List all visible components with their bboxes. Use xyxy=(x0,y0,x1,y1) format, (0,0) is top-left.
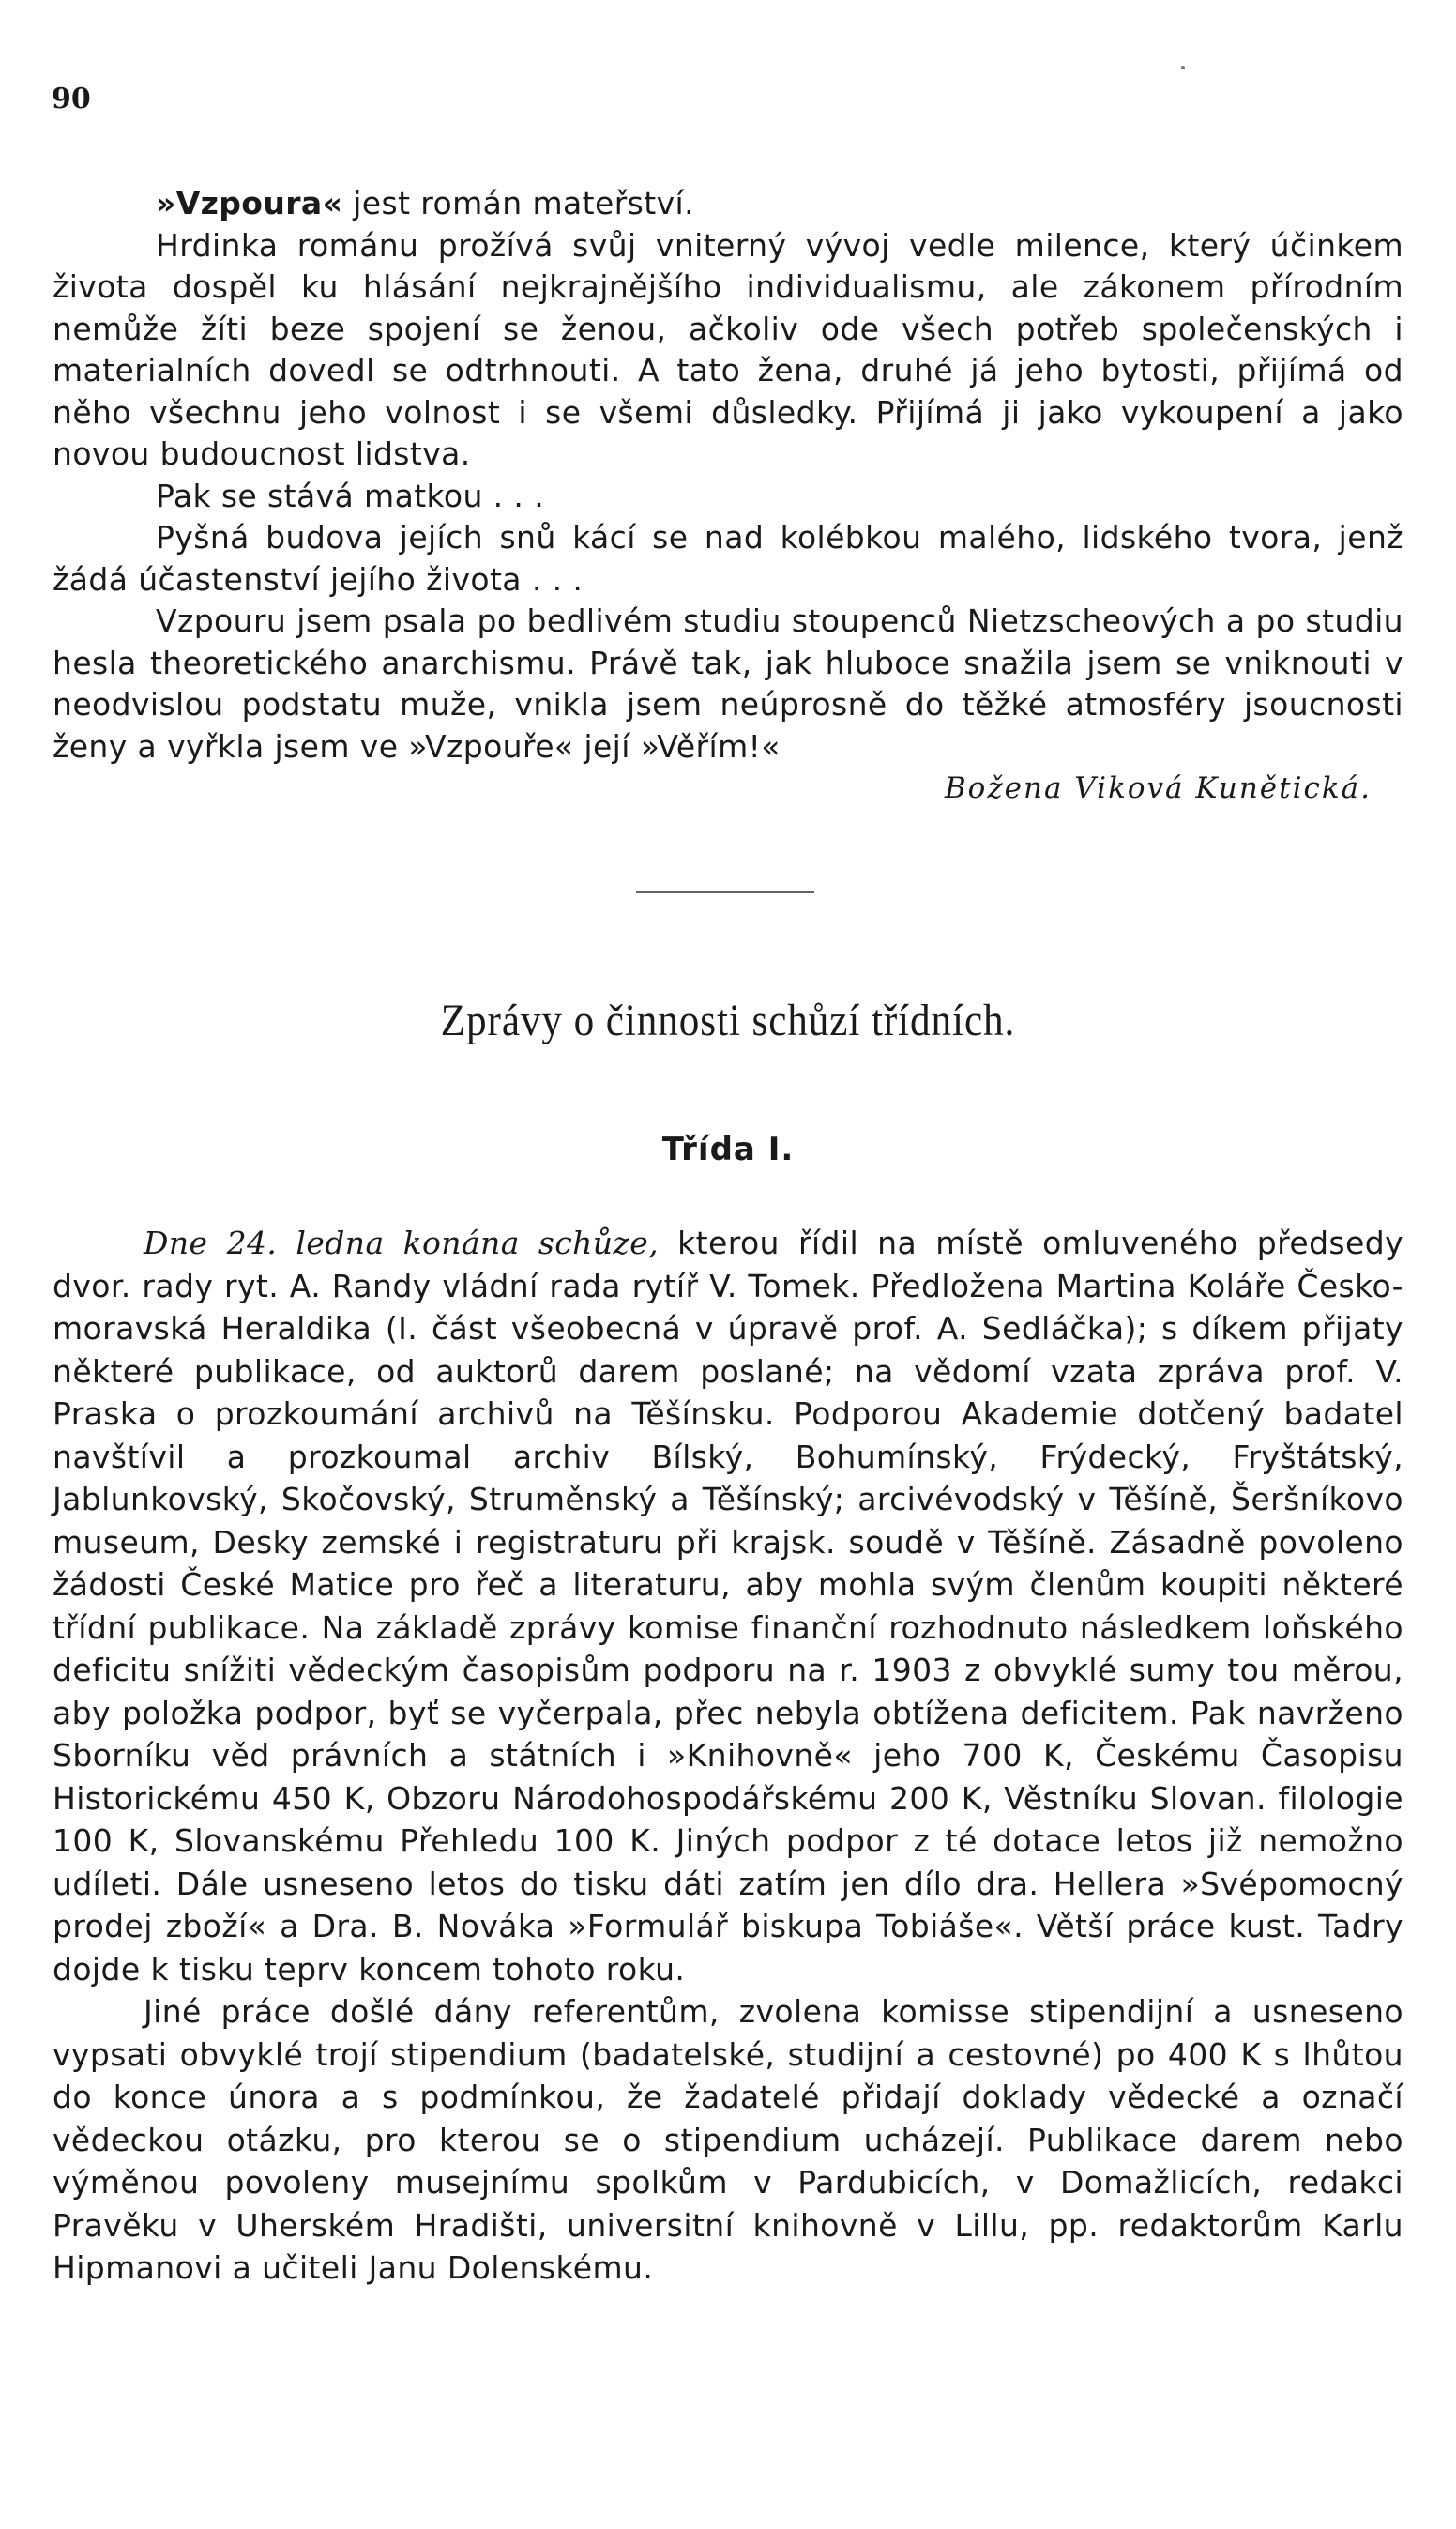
intro-paragraph-1 xyxy=(53,183,1403,225)
section-divider xyxy=(636,891,814,893)
report-text xyxy=(53,1222,1403,2290)
section-heading: Zprávy o činnosti schůzí třídních. xyxy=(440,996,1016,1045)
intro-paragraph-5: Vzpouru jsem psala po bedlivém studiu stoupenců Nietzscheových a po studiu hesla theoretického anarchismu. Právě tak, jak hluboce snažila jsem se vniknouti v neodvislou podstatu muže, vnikla jsem neúprosně do těžké atmosféry jsoucnosti ženy a vyřkla jsem ve »Vzpouře« její »Věřím!« xyxy=(53,602,1403,765)
page-number: 90 xyxy=(52,83,91,115)
class-heading: Třída I. xyxy=(661,1131,795,1168)
intro-text xyxy=(53,183,1403,768)
report-paragraph-1-rest: kterou řídil na místě omluveného předsedy dvor. rady ryt. A. Randy vládní rada rytíř V. Tomek. Předložena Martina Koláře Česko-moravská Heraldika (I. část všeobecná v úpravě prof. A. Sedláčka); s díkem přijaty některé publikace, od auktorů darem poslané; na vědomí vzata zpráva prof. V. Praska o prozkoumání archivů na Těšínsku. Podporou Akademie dotčený badatel navštívil a prozkoumal archiv Bílský, Bohumínský, Frýdecký, Fryštátský, Jablunkovský, Skočovský, Struměnský a Těšínský; arcivévodský v Těšíně, Šeršníkovo museum, Desky zemské i registraturu při krajsk. soudě v Těšíně. Zásadně povoleno žádosti České Matice pro řeč a literaturu, aby mohla svým členům koupiti některé třídní publikace. Na základě zprávy komise finanční rozhodnuto následkem loňského deficitu snížiti vědeckým časopisům podporu na r. 1903 z obvyklé sumy tou měrou, aby položka podpor, byť se vyčerpala, přec nebyla obtížena deficitem. Pak navrženo Sborníku věd právních a státních i »Knihovně« jeho 700 K, Českému Časopisu Historickému 450 K, Obzoru Národohospodářskému 200 K, Věstníku Slovan. filologie 100 K, Slovanskému Přehledu 100 K. Jiných podpor z té dotace letos již nemožno udíleti. Dále usneseno letos do tisku dáti zatím jen dílo dra. Hellera »Svépomocný prodej zboží« a Dra. B. Nováka »Formulář biskupa Tobiáše«. Větší práce kust. Tadry dojde k tisku teprv koncem tohoto roku. xyxy=(53,1225,1403,1988)
report-paragraph-1 xyxy=(53,1222,1403,1990)
intro-paragraph-3: Pak se stává matkou . . . xyxy=(156,477,545,514)
author-signature: Božena Viková Kunětická. xyxy=(944,771,1372,805)
report-paragraph-2: Jiné práce došlé dány referentům, zvolena komisse stipendijní a usneseno vypsati obvyklé trojí stipendium (badatelské, studijní a cestovné) po 400 K s lhůtou do konce února a s podmínkou, že žadatelé přidají doklady vědecké a označí vědeckou otázku, pro kterou se o stipendium ucházejí. Publikace darem nebo výměnou povoleny musejnímu spolkům v Pardubicích, v Domažlicích, redakci Pravěku v Uherském Hradišti, universitní knihovně v Lillu, pp. redaktorům Karlu Hipmanovi a učiteli Janu Dolenskému. xyxy=(53,1993,1403,2286)
intro-paragraph-2: Hrdinka románu prožívá svůj vniterný vývoj vedle milence, který účinkem života dospěl ku hlásání nejkrajnějšího individualismu, ale zákonem přírodním nemůže žíti beze spojení se ženou, ačkoliv ode všech potřeb společenských i materialních dovedl se odtrhnouti. A tato žena, druhé já jeho bytosti, přijímá od něho všechnu jeho volnost i se všemi důsledky. Přijímá ji jako vykoupení a jako novou budoucnost lidstva. xyxy=(53,226,1403,472)
intro-paragraph-4: Pyšná budova jejích snů kácí se nad kolébkou malého, lidského tvora, jenž žádá účastenství jejího života . . . xyxy=(53,519,1403,598)
meeting-date-lead: Dne 24. ledna konána schůze, xyxy=(144,1225,660,1261)
stray-dot xyxy=(1181,66,1185,69)
novel-title: »Vzpoura« xyxy=(156,185,343,221)
intro-paragraph-1-rest: jest román mateřství. xyxy=(342,185,694,221)
